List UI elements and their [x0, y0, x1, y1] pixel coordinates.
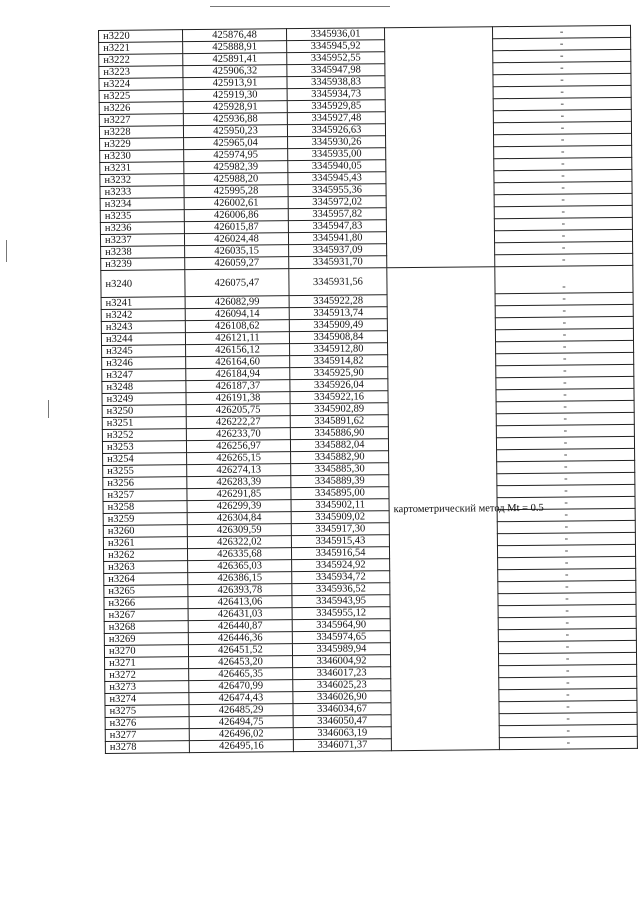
dash-cell: -	[493, 97, 631, 110]
point-name-cell: н3269	[104, 633, 188, 646]
y-coordinate-cell: 3345936,52	[292, 583, 390, 596]
dash-cell: -	[499, 712, 637, 725]
dash-cell: -	[499, 700, 637, 713]
x-coordinate-cell: 426309,59	[187, 524, 291, 537]
y-coordinate-cell: 3345926,04	[290, 379, 388, 392]
y-coordinate-cell: 3345885,30	[291, 463, 389, 476]
y-coordinate-cell: 3345891,62	[290, 415, 388, 428]
y-coordinate-cell: 3345913,74	[289, 307, 387, 320]
dash-cell: -	[496, 424, 634, 437]
x-coordinate-cell: 426184,94	[186, 368, 290, 381]
point-name-cell: н3224	[99, 78, 183, 91]
y-coordinate-cell: 3345916,54	[291, 547, 389, 560]
dash-cell: -	[498, 592, 636, 605]
dash-cell: -	[497, 484, 635, 497]
point-name-cell: н3226	[99, 102, 183, 115]
x-coordinate-cell: 426164,60	[186, 356, 290, 369]
x-coordinate-cell: 425950,23	[183, 125, 287, 138]
point-name-cell: н3253	[102, 441, 186, 454]
x-coordinate-cell: 426446,36	[188, 632, 292, 645]
coordinates-table	[98, 25, 638, 754]
point-name-cell: н3235	[100, 210, 184, 223]
y-coordinate-cell: 3345908,84	[289, 331, 387, 344]
point-name-cell: н3256	[103, 477, 187, 490]
dash-cell: -	[493, 73, 631, 86]
point-name-cell: н3231	[100, 162, 184, 175]
dash-cell: -	[499, 652, 637, 665]
y-coordinate-cell: 3345935,00	[288, 148, 386, 161]
y-coordinate-cell: 3345940,05	[288, 160, 386, 173]
y-coordinate-cell: 3345912,80	[290, 343, 388, 356]
y-coordinate-cell: 3346026,90	[293, 691, 391, 704]
dash-cell: -	[493, 37, 631, 50]
point-name-cell: н3251	[102, 417, 186, 430]
y-coordinate-cell: 3346050,47	[293, 715, 391, 728]
dash-cell: -	[494, 157, 632, 170]
point-name-cell: н3237	[100, 234, 184, 247]
dash-cell: -	[499, 736, 637, 749]
y-coordinate-cell: 3345972,02	[288, 196, 386, 209]
x-coordinate-cell: 426393,78	[188, 584, 292, 597]
point-name-cell: н3260	[103, 525, 187, 538]
y-coordinate-cell: 3346025,23	[293, 679, 391, 692]
dash-cell: -	[493, 85, 631, 98]
x-coordinate-cell: 426485,29	[189, 704, 293, 717]
point-name-cell: н3268	[104, 621, 188, 634]
x-coordinate-cell: 425906,32	[183, 65, 287, 78]
dash-cell: -	[496, 376, 634, 389]
point-name-cell: н3275	[105, 705, 189, 718]
x-coordinate-cell: 426386,15	[188, 572, 292, 585]
point-name-cell: н3240	[101, 270, 185, 298]
point-name-cell: н3229	[100, 138, 184, 151]
point-name-cell: н3272	[105, 669, 189, 682]
y-coordinate-cell: 3345924,92	[292, 559, 390, 572]
y-coordinate-cell: 3345915,43	[291, 535, 389, 548]
y-coordinate-cell: 3345926,63	[287, 124, 385, 137]
dash-cell: -	[495, 316, 633, 329]
x-coordinate-cell: 426035,15	[185, 245, 289, 258]
dash-cell: -	[497, 544, 635, 557]
point-name-cell: н3266	[104, 597, 188, 610]
y-coordinate-cell: 3345902,11	[291, 499, 389, 512]
y-coordinate-cell: 3345957,82	[288, 208, 386, 221]
point-name-cell: н3244	[101, 333, 185, 346]
y-coordinate-cell: 3345909,02	[291, 511, 389, 524]
x-coordinate-cell: 426335,68	[187, 548, 291, 561]
x-coordinate-cell: 426413,06	[188, 596, 292, 609]
y-coordinate-cell: 3345931,70	[289, 256, 387, 269]
dash-cell: -	[498, 568, 636, 581]
y-coordinate-cell: 3345974,65	[292, 631, 390, 644]
y-coordinate-cell: 3345925,90	[290, 367, 388, 380]
x-coordinate-cell: 426108,62	[185, 320, 289, 333]
y-coordinate-cell: 3345947,98	[287, 64, 385, 77]
point-name-cell: н3255	[103, 465, 187, 478]
dash-cell: -	[494, 205, 632, 218]
y-coordinate-cell: 3345895,00	[291, 487, 389, 500]
dash-cell: -	[493, 109, 631, 122]
y-coordinate-cell: 3345945,92	[287, 40, 385, 53]
dash-cell: -	[494, 169, 632, 182]
y-coordinate-cell: 3345937,09	[289, 244, 387, 257]
point-name-cell: н3236	[100, 222, 184, 235]
point-name-cell: н3246	[102, 357, 186, 370]
dash-cell: -	[493, 121, 631, 134]
x-coordinate-cell: 426002,61	[184, 197, 288, 210]
x-coordinate-cell: 426451,52	[188, 644, 292, 657]
point-name-cell: н3250	[102, 405, 186, 418]
x-coordinate-cell: 425913,91	[183, 77, 287, 90]
x-coordinate-cell: 426322,02	[187, 536, 291, 549]
y-coordinate-cell: 3345947,83	[288, 220, 386, 233]
point-name-cell: н3221	[99, 42, 183, 55]
dash-cell: -	[497, 532, 635, 545]
point-name-cell: н3222	[99, 54, 183, 67]
dash-cell: -	[496, 340, 634, 353]
y-coordinate-cell: 3345952,55	[287, 52, 385, 65]
point-name-cell: н3245	[102, 345, 186, 358]
y-coordinate-cell: 3345886,90	[290, 427, 388, 440]
point-name-cell: н3278	[105, 741, 189, 754]
dash-cell: -	[496, 388, 634, 401]
x-coordinate-cell: 426082,99	[185, 296, 289, 309]
x-coordinate-cell: 426274,13	[187, 464, 291, 477]
point-name-cell: н3277	[105, 729, 189, 742]
y-coordinate-cell: 3345882,04	[290, 439, 388, 452]
dash-cell: -	[497, 460, 635, 473]
x-coordinate-cell: 425936,88	[183, 113, 287, 126]
dash-cell: -	[497, 448, 635, 461]
x-coordinate-cell: 426440,87	[188, 620, 292, 633]
point-name-cell: н3232	[100, 174, 184, 187]
blank-method-cell	[384, 27, 494, 268]
dash-cell: -	[499, 688, 637, 701]
y-coordinate-cell: 3345934,72	[292, 571, 390, 584]
dash-cell: -	[499, 676, 637, 689]
point-name-cell: н3262	[103, 549, 187, 562]
x-coordinate-cell: 426222,27	[186, 416, 290, 429]
y-coordinate-cell: 3345882,90	[291, 451, 389, 464]
point-name-cell: н3252	[102, 429, 186, 442]
y-coordinate-cell: 3345943,95	[292, 595, 390, 608]
dash-cell: -	[497, 496, 635, 509]
x-coordinate-cell: 425965,04	[184, 137, 288, 150]
point-name-cell: н3239	[101, 258, 185, 271]
point-name-cell: н3249	[102, 393, 186, 406]
y-coordinate-cell: 3345934,73	[287, 88, 385, 101]
point-name-cell: н3267	[104, 609, 188, 622]
dash-cell: -	[497, 472, 635, 485]
y-coordinate-cell: 3345902,89	[290, 403, 388, 416]
x-coordinate-cell: 425888,91	[183, 41, 287, 54]
scan-mark-left-lower	[48, 400, 49, 418]
y-coordinate-cell: 3345930,26	[288, 136, 386, 149]
point-name-cell: н3223	[99, 66, 183, 79]
x-coordinate-cell: 426233,70	[186, 428, 290, 441]
x-coordinate-cell: 426006,86	[184, 209, 288, 222]
dash-cell: -	[494, 145, 632, 158]
dash-cell: -	[498, 640, 636, 653]
y-coordinate-cell: 3345889,39	[291, 475, 389, 488]
x-coordinate-cell: 425928,91	[183, 101, 287, 114]
x-coordinate-cell: 426299,39	[187, 500, 291, 513]
x-coordinate-cell: 426465,35	[189, 668, 293, 681]
scan-mark-top	[210, 6, 390, 7]
x-coordinate-cell: 426495,16	[189, 740, 293, 753]
dash-cell: -	[495, 241, 633, 254]
x-coordinate-cell: 426015,87	[184, 221, 288, 234]
y-coordinate-cell: 3345922,28	[289, 295, 387, 308]
x-coordinate-cell: 425919,30	[183, 89, 287, 102]
dash-cell: -	[494, 133, 632, 146]
x-coordinate-cell: 426265,15	[187, 452, 291, 465]
point-name-cell: н3264	[104, 573, 188, 586]
x-coordinate-cell: 426474,43	[189, 692, 293, 705]
dash-cell: -	[498, 580, 636, 593]
y-coordinate-cell: 3345931,56	[289, 268, 387, 296]
y-coordinate-cell: 3345964,90	[292, 619, 390, 632]
dash-cell: -	[494, 181, 632, 194]
dash-cell: -	[496, 436, 634, 449]
y-coordinate-cell: 3345955,12	[292, 607, 390, 620]
dash-cell: -	[498, 628, 636, 641]
y-coordinate-cell: 3345914,82	[290, 355, 388, 368]
x-coordinate-cell: 425876,48	[183, 29, 287, 42]
y-coordinate-cell: 3345936,01	[286, 28, 384, 41]
y-coordinate-cell: 3345938,83	[287, 76, 385, 89]
x-coordinate-cell: 426304,84	[187, 512, 291, 525]
x-coordinate-cell: 426121,11	[185, 332, 289, 345]
point-name-cell: н3258	[103, 501, 187, 514]
dash-cell: -	[493, 61, 631, 74]
x-coordinate-cell: 426024,48	[184, 233, 288, 246]
y-coordinate-cell: 3345917,30	[291, 523, 389, 536]
point-name-cell: н3254	[103, 453, 187, 466]
x-coordinate-cell: 426283,39	[187, 476, 291, 489]
dash-cell: -	[495, 253, 633, 266]
point-name-cell: н3230	[100, 150, 184, 163]
x-coordinate-cell: 425988,20	[184, 173, 288, 186]
point-name-cell: н3220	[99, 30, 183, 43]
x-coordinate-cell: 425982,39	[184, 161, 288, 174]
scan-mark-left	[6, 240, 7, 262]
dash-cell: -	[494, 193, 632, 206]
point-name-cell: н3242	[101, 309, 185, 322]
point-name-cell: н3270	[104, 645, 188, 658]
x-coordinate-cell: 426431,03	[188, 608, 292, 621]
x-coordinate-cell: 426256,97	[186, 440, 290, 453]
dash-cell: -	[497, 508, 635, 521]
dash-cell: -	[495, 304, 633, 317]
point-name-cell: н3234	[100, 198, 184, 211]
coordinates-table-body	[99, 25, 638, 753]
point-name-cell: н3248	[102, 381, 186, 394]
x-coordinate-cell: 426453,20	[189, 656, 293, 669]
point-name-cell: н3247	[102, 369, 186, 382]
y-coordinate-cell: 3345945,43	[288, 172, 386, 185]
y-coordinate-cell: 3345909,49	[289, 319, 387, 332]
dash-cell: -	[498, 616, 636, 629]
dash-cell: -	[498, 604, 636, 617]
point-name-cell: н3227	[99, 114, 183, 127]
y-coordinate-cell: 3345929,85	[287, 100, 385, 113]
dash-cell: -	[495, 265, 633, 293]
point-name-cell: н3273	[105, 681, 189, 694]
x-coordinate-cell: 425974,95	[184, 149, 288, 162]
dash-cell: -	[497, 520, 635, 533]
x-coordinate-cell: 425891,41	[183, 53, 287, 66]
method-cell: картометрический метод Mt = 0.5	[387, 267, 500, 751]
x-coordinate-cell: 425995,28	[184, 185, 288, 198]
y-coordinate-cell: 3346034,67	[293, 703, 391, 716]
point-name-cell: н3257	[103, 489, 187, 502]
dash-cell: -	[496, 352, 634, 365]
y-coordinate-cell: 3346017,23	[293, 667, 391, 680]
y-coordinate-cell: 3345955,36	[288, 184, 386, 197]
point-name-cell: н3238	[101, 246, 185, 259]
dash-cell: -	[495, 328, 633, 341]
point-name-cell: н3271	[105, 657, 189, 670]
x-coordinate-cell: 426187,37	[186, 380, 290, 393]
y-coordinate-cell: 3345989,94	[292, 643, 390, 656]
x-coordinate-cell: 426205,75	[186, 404, 290, 417]
y-coordinate-cell: 3345922,16	[290, 391, 388, 404]
dash-cell: -	[492, 25, 630, 38]
point-name-cell: н3243	[101, 321, 185, 334]
point-name-cell: н3274	[105, 693, 189, 706]
x-coordinate-cell: 426156,12	[186, 344, 290, 357]
dash-cell: -	[494, 229, 632, 242]
y-coordinate-cell: 3346004,92	[293, 655, 391, 668]
point-name-cell: н3228	[99, 126, 183, 139]
point-name-cell: н3241	[101, 297, 185, 310]
point-name-cell: н3263	[104, 561, 188, 574]
dash-cell: -	[495, 292, 633, 305]
y-coordinate-cell: 3346063,19	[293, 727, 391, 740]
y-coordinate-cell: 3345941,80	[288, 232, 386, 245]
x-coordinate-cell: 426496,02	[189, 728, 293, 741]
point-name-cell: н3261	[103, 537, 187, 550]
point-name-cell: н3259	[103, 513, 187, 526]
dash-cell: -	[498, 556, 636, 569]
dash-cell: -	[499, 724, 637, 737]
point-name-cell: н3225	[99, 90, 183, 103]
dash-cell: -	[496, 412, 634, 425]
dash-cell: -	[494, 217, 632, 230]
x-coordinate-cell: 426191,38	[186, 392, 290, 405]
y-coordinate-cell: 3345927,48	[287, 112, 385, 125]
dash-cell: -	[496, 364, 634, 377]
point-name-cell: н3276	[105, 717, 189, 730]
x-coordinate-cell: 426494,75	[189, 716, 293, 729]
dash-cell: -	[499, 664, 637, 677]
point-name-cell: н3233	[100, 186, 184, 199]
x-coordinate-cell: 426094,14	[185, 308, 289, 321]
x-coordinate-cell: 426075,47	[185, 269, 289, 297]
x-coordinate-cell: 426365,03	[188, 560, 292, 573]
dash-cell: -	[493, 49, 631, 62]
y-coordinate-cell: 3346071,37	[293, 739, 391, 752]
x-coordinate-cell: 426470,99	[189, 680, 293, 693]
point-name-cell: н3265	[104, 585, 188, 598]
dash-cell: -	[496, 400, 634, 413]
x-coordinate-cell: 426291,85	[187, 488, 291, 501]
x-coordinate-cell: 426059,27	[185, 257, 289, 270]
